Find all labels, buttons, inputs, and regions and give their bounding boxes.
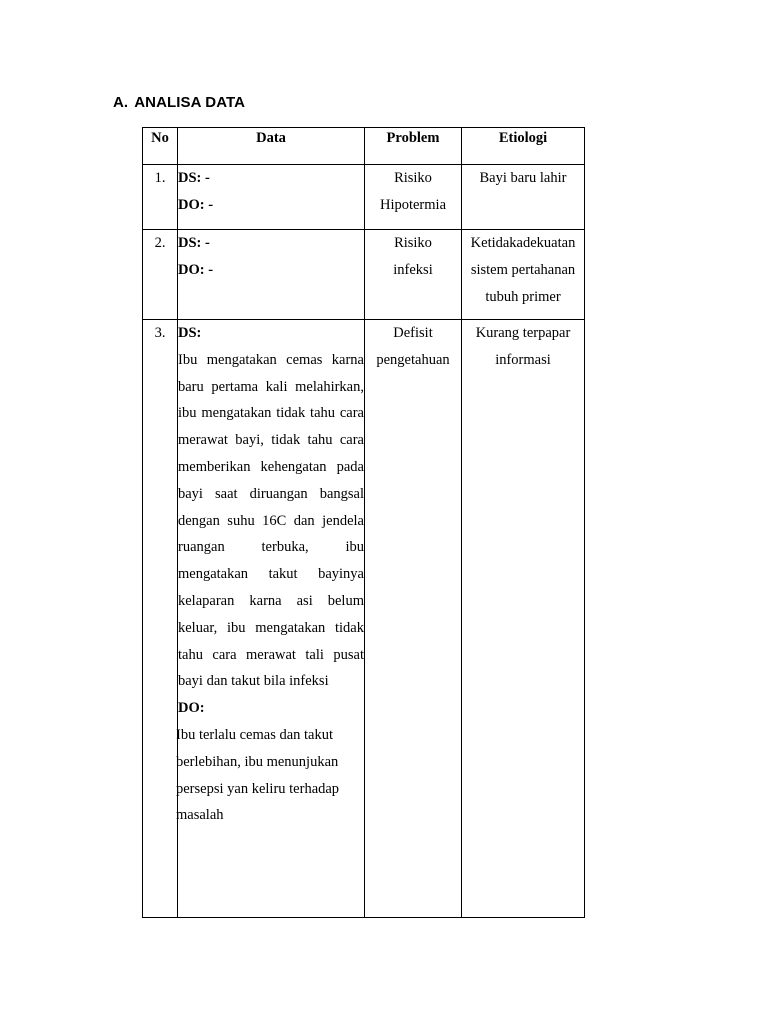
problem-cell — [365, 230, 462, 320]
row-number: 2. — [143, 230, 178, 320]
table-row — [143, 165, 585, 230]
data-cell — [178, 165, 365, 230]
header-problem: Problem — [365, 128, 462, 165]
table-row — [143, 230, 585, 320]
section-title: ANALISA DATA — [134, 94, 246, 111]
problem-line: Hipotermia — [379, 196, 447, 213]
row-number: 3. — [143, 320, 178, 918]
ds-text: Ibu mengatakan cemas karna baru pertama kali melahirkan, ibu mengatakan tidak tahu cara merawat bayi, tidak tahu cara memberikan kehengatan pada bayi saat diruangan bangsal dengan suhu 16C dan jendela ruangan terbuka, ibu mengatakan takut bayinya kelaparan karna asi belum keluar, ibu mengatakan tidak tahu cara merawat tali pusat bayi dan takut bila infeksi — [178, 351, 364, 690]
problem-cell — [365, 165, 462, 230]
ds-label: DS: - — [178, 170, 210, 186]
header-no: No — [143, 128, 178, 165]
ds-label: DS: — [178, 325, 202, 341]
problem-line: Defisit — [393, 325, 433, 341]
do-label: DO: — [178, 700, 205, 717]
table-header-row — [143, 128, 585, 165]
etiology-cell — [462, 165, 585, 230]
problem-line: Risiko — [394, 235, 432, 251]
etiology-line: tubuh primer — [485, 288, 561, 305]
data-cell — [178, 320, 365, 918]
problem-cell — [365, 320, 462, 918]
etiology-line: informasi — [495, 351, 551, 368]
section-number: A. — [113, 94, 129, 111]
ds-label: DS: - — [178, 235, 210, 251]
do-label: DO: - — [178, 261, 214, 278]
etiology-line: Ketidakadekuatan — [470, 235, 576, 251]
section-heading — [113, 94, 245, 111]
row-number: 1. — [143, 165, 178, 230]
problem-line: infeksi — [393, 261, 433, 278]
etiology-cell — [462, 320, 585, 918]
data-cell — [178, 230, 365, 320]
analysis-table — [142, 127, 585, 918]
do-label: DO: - — [178, 196, 214, 213]
etiology-line: Kurang terpapar — [475, 325, 571, 341]
etiology-cell — [462, 230, 585, 320]
problem-line: pengetahuan — [376, 351, 450, 368]
etiology-line: Bayi baru lahir — [479, 170, 567, 186]
header-etiology: Etiologi — [462, 128, 585, 165]
header-data: Data — [178, 128, 365, 165]
do-text: Ibu terlalu cemas dan takut berlebihan, ibu menunjukan persepsi yan keliru terhadap masalah — [176, 726, 340, 824]
etiology-line: sistem pertahanan — [470, 261, 576, 278]
table-row — [143, 320, 585, 918]
problem-line: Risiko — [394, 170, 432, 186]
